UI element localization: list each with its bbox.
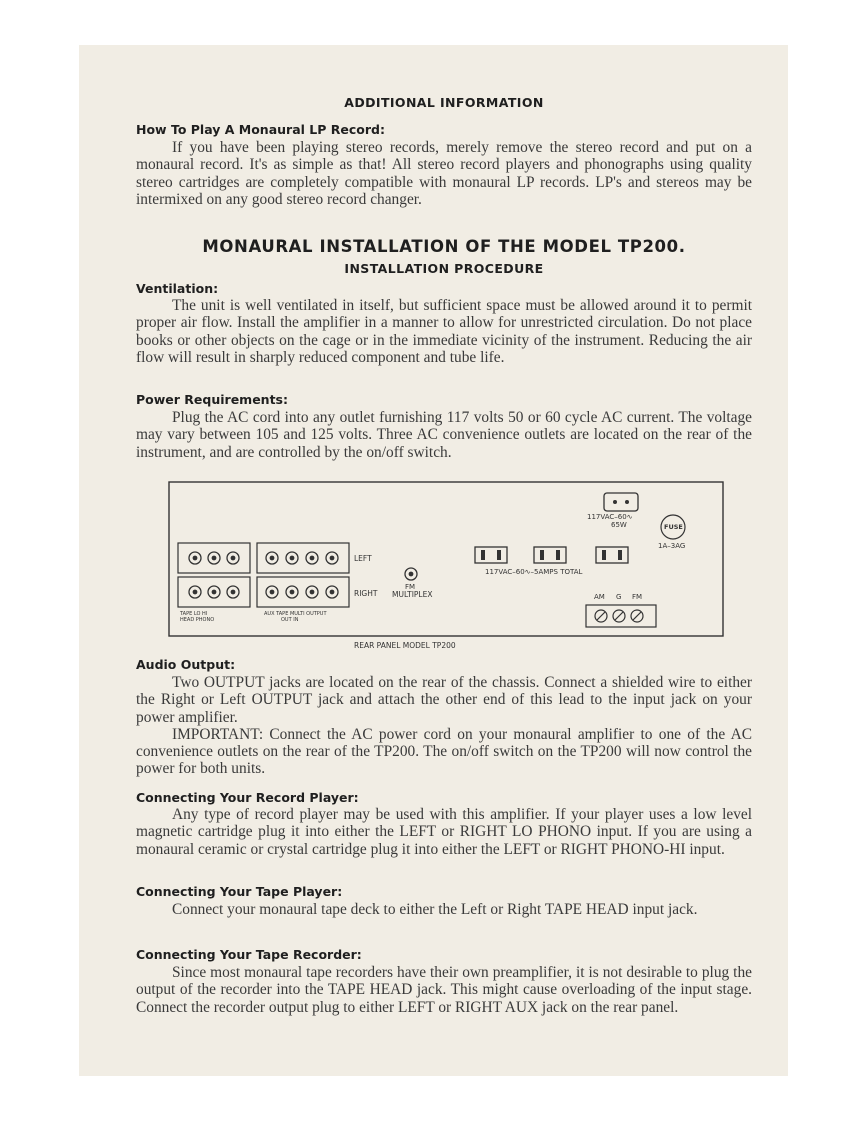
fm-label: FM bbox=[405, 583, 416, 591]
input-labels-line1: TAPE LO HI bbox=[180, 611, 208, 617]
paragraph-ventilation: The unit is well ventilated in itself, but sufficient space must be allowed around it to permit proper air flow. Install the amplifier in a manner to allow for unrestricted circulation. Do not place books or other objects on the cage or in the immediate vicinity of the instrument. Reducing the air flow will result in sharply reduced component and tube life. bbox=[136, 297, 752, 366]
rear-panel-drawing bbox=[168, 481, 724, 653]
antenna-label-am: AM bbox=[594, 593, 605, 601]
heading-tape-player: Connecting Your Tape Player: bbox=[136, 884, 343, 899]
fuse-label: FUSE bbox=[664, 523, 683, 531]
paragraph-monaural-lp: If you have been playing stereo records, merely remove the stereo record and put on a monaural record. It's as simple as that! All stereo record players and phonographs using quality stereo cartridges are completely compatible with monaural LP records. LP's and stereos may be intermixed on any good stereo record changer. bbox=[136, 139, 752, 208]
installation-title: MONAURAL INSTALLATION OF THE MODEL TP200. bbox=[202, 237, 686, 256]
power-socket-pin bbox=[613, 500, 617, 504]
rear-panel-diagram bbox=[168, 481, 724, 653]
paragraph-tape-recorder: Since most monaural tape recorders have their own preamplifier, it is not desirable to plug the output of the recorder into the TAPE HEAD jack. This might cause overloading of the input stage. Connect the recorder output plug to either LEFT or RIGHT AUX jack on the rear panel. bbox=[136, 964, 752, 1016]
document-page bbox=[79, 45, 788, 1076]
antenna-label-fm: FM bbox=[632, 593, 643, 601]
paragraph-audio-output-important: IMPORTANT: Connect the AC power cord on your monaural amplifier to one of the AC convenience outlets on the rear of the TP200. The on/off switch on the TP200 will now control the power for both units. bbox=[136, 725, 752, 778]
ac-outlet-3 bbox=[596, 547, 628, 563]
aux-labels-line1: AUX TAPE MULTI OUTPUT bbox=[264, 611, 327, 617]
fuse-rating: 1A–3AG bbox=[658, 542, 686, 550]
power-socket-watts: 65W bbox=[611, 521, 627, 529]
power-socket-label: 117VAC–60∿ bbox=[587, 513, 633, 521]
antenna-terminal-block bbox=[586, 605, 656, 627]
paragraph-record-player: Any type of record player may be used with this amplifier. If your player uses a low level magnetic cartridge plug it into either the LEFT or RIGHT LO PHONO input. If you are using a monaural ceramic or crystal cartridge plug it into either the LEFT or RIGHT PHONO-HI input. bbox=[136, 806, 752, 858]
input-labels-line2: HEAD PHONO bbox=[180, 617, 215, 623]
heading-ventilation: Ventilation: bbox=[136, 281, 219, 296]
ac-outlet-1 bbox=[475, 547, 507, 563]
page-title: ADDITIONAL INFORMATION bbox=[344, 95, 544, 110]
ac-outlet-2 bbox=[534, 547, 566, 563]
rear-panel-caption: REAR PANEL MODEL TP200 bbox=[354, 641, 456, 650]
power-socket-pin bbox=[625, 500, 629, 504]
paragraph-power: Plug the AC cord into any outlet furnishing 117 volts 50 or 60 cycle AC current. The voltage may vary between 105 and 125 volts. Three AC convenience outlets are located on the rear of the instrument, and are controlled by the on/off switch. bbox=[136, 409, 752, 461]
heading-power: Power Requirements: bbox=[136, 392, 288, 407]
antenna-label-g: G bbox=[616, 593, 622, 601]
paragraph-tape-player: Connect your monaural tape deck to either the Left or Right TAPE HEAD input jack. bbox=[172, 901, 698, 918]
heading-tape-recorder: Connecting Your Tape Recorder: bbox=[136, 947, 362, 962]
left-channel-label: LEFT bbox=[354, 554, 372, 563]
installation-subtitle: INSTALLATION PROCEDURE bbox=[344, 261, 544, 276]
right-channel-label: RIGHT bbox=[354, 589, 378, 598]
multiplex-label: MULTIPLEX bbox=[392, 590, 433, 599]
heading-monaural-lp: How To Play A Monaural LP Record: bbox=[136, 122, 385, 137]
power-socket bbox=[604, 493, 638, 511]
aux-labels-line2: OUT IN bbox=[281, 617, 299, 623]
heading-audio-output: Audio Output: bbox=[136, 657, 236, 672]
audio-output-block bbox=[136, 674, 752, 778]
heading-record-player: Connecting Your Record Player: bbox=[136, 790, 359, 805]
outlets-label: 117VAC–60∿–5AMPS TOTAL bbox=[485, 568, 583, 576]
paragraph-audio-output: Two OUTPUT jacks are located on the rear of the chassis. Connect a shielded wire to either the Right or Left OUTPUT jack and attach the other end of this lead to the input jack on your power amplifier. bbox=[136, 674, 752, 726]
